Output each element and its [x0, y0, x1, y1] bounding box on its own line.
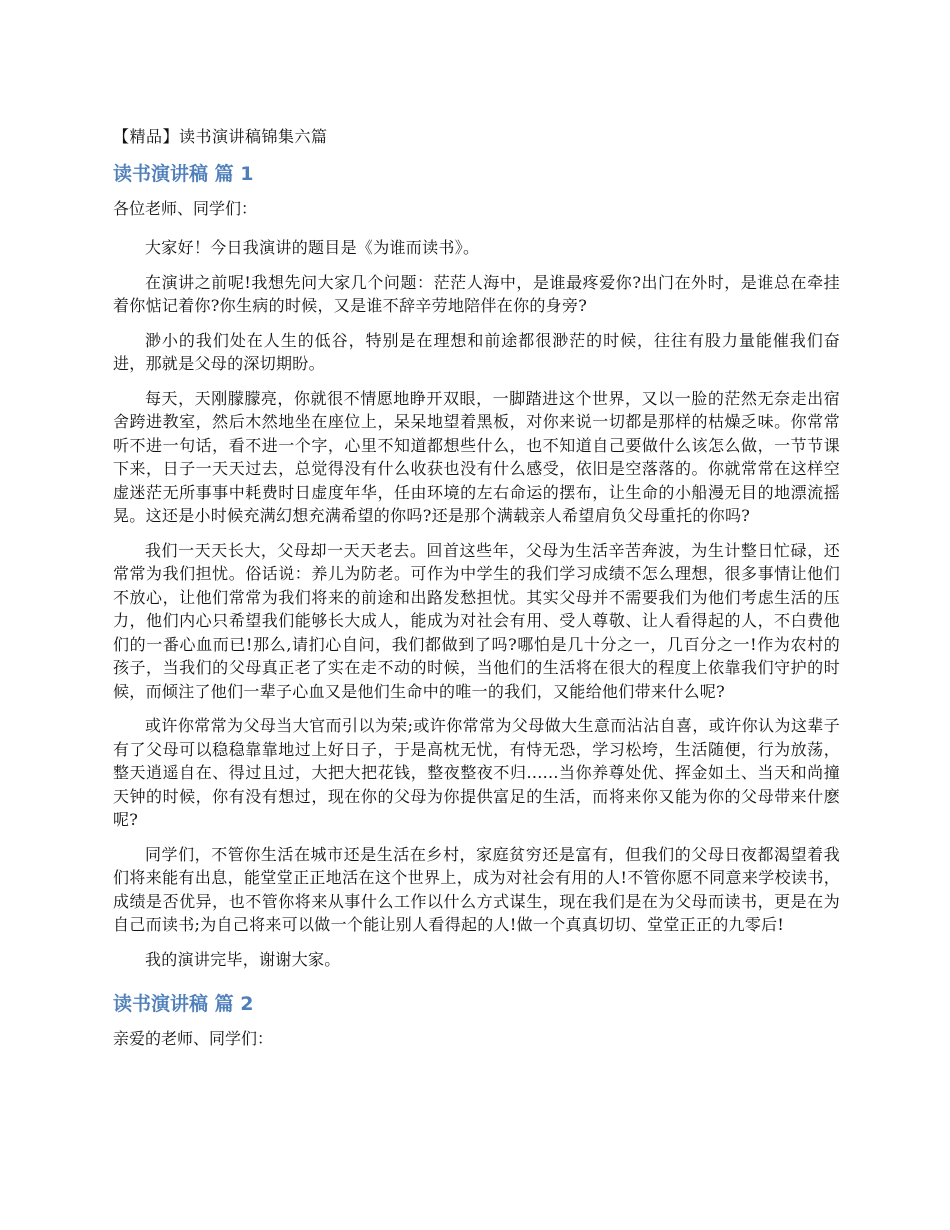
greeting-line: 各位老师、同学们： [113, 199, 258, 218]
paragraph: 大家好！今日我演讲的题目是《为谁而读书》。 [145, 238, 480, 257]
paragraph: 我们一天天长大，父母却一天天老去。回首这些年，父母为生活辛苦奔波，为生计整日忙碌，还常常为我们担忧。俗话说：养儿为防老。可作为中学生的我们学习成绩不怎么理想，很多事情让他们不放心，让他们常常为我们将来的前途和出路发愁担忧。其实父母并不需要我们为他们考虑生活的压力，他们内心只希望我们能够长大成人，能成为对社会有用、受人尊敬、让人看得起的人，不白费他们的一番心血而已!那么,请扪心自问，我们都做到了吗?哪怕是几十分之一，几百分之一!作为农村的孩子，当我们的父母真正老了实在走不动的时候，当他们的生活将在很大的程度上依靠我们守护的时候，而倾注了他们一辈子心血又是他们生命中的唯一的我们，又能给他们带来什么呢? [113, 540, 840, 701]
speech-section-1 [113, 160, 840, 971]
paragraph: 在演讲之前呢!我想先问大家几个问题：茫茫人海中，是谁最疼爱你?出门在外时，是谁总在牵挂着你惦记着你?你生病的时候，又是谁不辞辛劳地陪伴在你的身旁? [113, 272, 840, 315]
paragraph: 我的演讲完毕，谢谢大家。 [145, 949, 341, 969]
paragraph: 每天，天刚朦朦亮，你就很不情愿地睁开双眼，一脚踏进这个世界，又以一脸的茫然无奈走出宿舍跨进教室，然后木然地坐在座位上，呆呆地望着黑板，对你来说一切都是那样的枯燥乏味。你常常听不进一句话，看不进一个字，心里不知道都想些什么，也不知道自己要做什么该怎么做，一节节课下来，日子一天天过去，总觉得没有什么收获也没有什么感受，依旧是空落落的。你就常常在这样空虚迷茫无所事事中耗费时日虚度年华，任由环境的左右命运的摆布，让生命的小船漫无目的地漂流摇晃。这还是小时候充满幻想充满希望的你吗?还是那个满载亲人希望肩负父母重托的你吗? [113, 388, 840, 525]
paragraph: 或许你常常为父母当大官而引以为荣;或许你常常为父母做大生意而沾沾自喜，或许你认为这辈子有了父母可以稳稳靠靠地过上好日子，于是高枕无忧，有恃无恐，学习松垮，生活随便，行为放荡，整天逍遥自在、得过且过，大把大把花钱，整夜整夜不归......当你养尊处优、挥金如土、当天和尚撞天钟的时候，你有没有想过，现在你的父母为你提供富足的生活，而将来你又能为你的父母带来什麽呢? [113, 716, 840, 829]
document-title: 【精品】读书演讲稿锦集六篇 [113, 127, 328, 146]
greeting-line: 亲爱的老师、同学们： [113, 1029, 274, 1048]
speech-section-2 [113, 990, 840, 1052]
paragraph: 同学们，不管你生活在城市还是生活在乡村，家庭贫穷还是富有，但我们的父母日夜都渴望着我们将来能有出息，能堂堂正正地活在这个世界上，成为对社会有用的人!不管你愿不同意来学校读书，成绩是否优异，也不管你将来从事什么工作以什么方式谋生，现在我们是在为父母而读书，更是在为自己而读书;为自己将来可以做一个能让别人看得起的人!做一个真真切切、堂堂正正的九零后! [113, 844, 840, 934]
paragraph: 渺小的我们处在人生的低谷，特别是在理想和前途都很渺茫的时候，往往有股力量能催我们奋进，那就是父母的深切期盼。 [113, 330, 840, 373]
document-page [113, 124, 840, 1066]
section-spacer [113, 982, 840, 990]
section-heading: 读书演讲稿 篇 1 [113, 163, 254, 185]
section-heading: 读书演讲稿 篇 2 [113, 993, 254, 1015]
